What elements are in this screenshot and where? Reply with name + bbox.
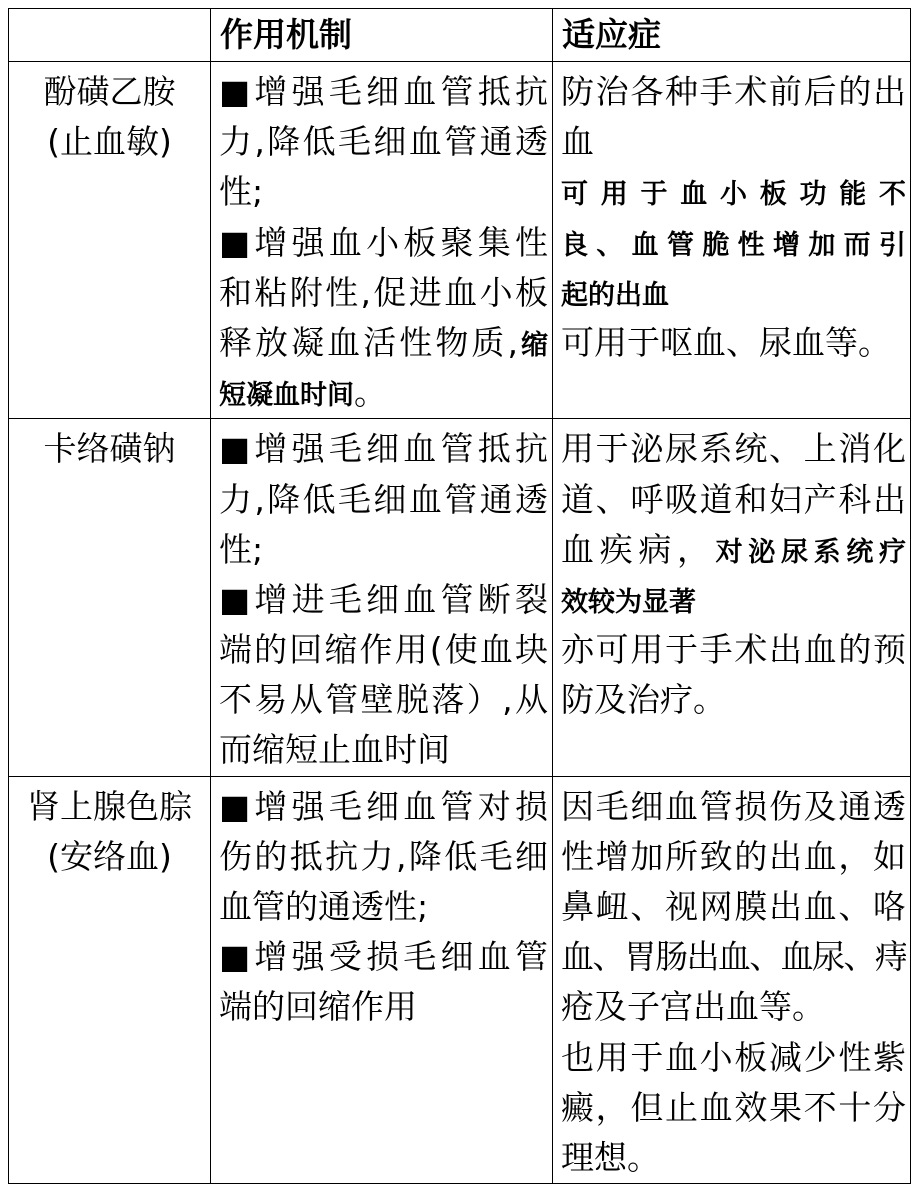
text-segment: 端的回缩作用(使血块	[219, 630, 548, 670]
emphasized-text: 短凝血时间	[219, 380, 354, 412]
paragraph	[561, 318, 906, 368]
text-segment: ■增强血小板聚集性	[219, 222, 548, 262]
text-line	[219, 675, 548, 725]
text-segment: 。	[354, 373, 387, 413]
indication-cell	[553, 62, 911, 419]
paragraph	[561, 1033, 906, 1184]
text-line	[561, 1133, 906, 1183]
paragraph	[561, 167, 906, 318]
text-line	[561, 318, 906, 368]
drug-name-line: 酚磺乙胺	[43, 72, 176, 111]
paragraph	[561, 67, 906, 167]
text-line	[561, 424, 906, 474]
text-segment: 癜，但止血效果不十分	[561, 1087, 906, 1127]
text-segment: 血	[561, 122, 594, 162]
text-segment: 血、胃肠出血、血尿、痔	[561, 937, 906, 977]
text-segment: 不易从管壁脱落）,从	[219, 680, 548, 720]
text-line	[219, 218, 548, 268]
text-segment: ■增强毛细血管抵抗	[219, 429, 548, 469]
text-segment: 因毛细血管损伤及通透	[561, 786, 906, 826]
paragraph	[219, 67, 548, 218]
text-line	[219, 575, 548, 625]
text-line	[561, 1033, 906, 1083]
paragraph	[219, 424, 548, 575]
mechanism-cell	[211, 776, 553, 1184]
text-segment: 性;	[219, 529, 264, 569]
text-segment: 力,降低毛细血管通透	[219, 479, 548, 519]
header-mechanism-label: 作用机制	[220, 15, 352, 54]
paragraph	[561, 625, 906, 725]
text-line	[219, 117, 548, 167]
text-line	[219, 268, 548, 318]
text-line	[219, 932, 548, 982]
drug-name-line: (止血敏)	[47, 122, 172, 162]
text-line	[219, 832, 548, 882]
drug-name-cell	[9, 62, 211, 419]
text-segment: 鼻衄、视网膜出血、咯	[561, 887, 906, 926]
text-line	[219, 525, 548, 575]
drug-row	[9, 419, 911, 776]
text-segment: 道、呼吸道和妇产科出	[561, 479, 906, 519]
text-segment: 亦可用于手术出血的预	[561, 630, 906, 670]
paragraph	[561, 782, 906, 1033]
text-line	[561, 982, 906, 1032]
text-segment: 和粘附性,促进血小板	[219, 272, 548, 312]
text-segment: 端的回缩作用	[219, 987, 417, 1027]
drug-name-line: 肾上腺色腙	[27, 786, 192, 826]
text-line	[561, 832, 906, 882]
text-line	[219, 882, 548, 932]
emphasized-text: 对泌尿系统疗	[715, 536, 906, 568]
text-line	[561, 268, 906, 318]
paragraph	[219, 218, 548, 419]
paragraph	[219, 575, 548, 776]
text-segment: ■增强毛细血管抵抗	[219, 72, 548, 111]
text-line	[561, 782, 906, 832]
text-line	[219, 424, 548, 474]
text-line	[219, 368, 548, 418]
text-line	[561, 882, 906, 932]
header-indication	[553, 9, 911, 62]
text-segment: 力,降低毛细血管通透	[219, 122, 548, 162]
text-line	[219, 167, 548, 217]
text-segment: 伤的抵抗力,降低毛细	[219, 836, 548, 876]
text-segment: 防治各种手术前后的出	[561, 72, 906, 111]
text-segment: 血管的通透性;	[219, 887, 429, 926]
paragraph	[219, 932, 548, 1032]
drug-name-line: (安络血)	[47, 836, 172, 876]
text-line	[561, 1083, 906, 1133]
text-segment: 血疾病，	[561, 529, 716, 569]
text-segment: ■增强受损毛细血管	[219, 937, 548, 977]
header-indication-label: 适应症	[562, 15, 661, 54]
text-segment: 可用于呕血、尿血等。	[561, 322, 891, 362]
text-line	[219, 475, 548, 525]
text-line	[561, 218, 906, 268]
text-line	[219, 318, 548, 368]
text-line	[219, 782, 548, 832]
drug-name-line: 卡络磺钠	[43, 429, 176, 469]
header-mechanism	[211, 9, 553, 62]
emphasized-text: 可用于血小板功能不	[561, 179, 906, 211]
drug-row	[9, 776, 911, 1184]
text-segment: 而缩短止血时间	[219, 730, 450, 770]
text-segment: ■增进毛细血管断裂	[219, 579, 548, 619]
text-line	[561, 117, 906, 167]
text-segment: 防及治疗。	[561, 680, 726, 720]
text-line	[561, 575, 906, 625]
mechanism-cell	[211, 419, 553, 776]
text-line	[561, 932, 906, 982]
text-segment: 性增加所致的出血，如	[561, 836, 906, 876]
text-line	[561, 67, 906, 117]
emphasized-text: 效较为显著	[561, 586, 696, 618]
indication-cell	[553, 419, 911, 776]
text-line	[219, 982, 548, 1032]
text-segment: 理想。	[561, 1137, 660, 1177]
emphasized-text: 起的出血	[561, 279, 669, 311]
text-line	[219, 67, 548, 117]
paragraph	[219, 782, 548, 933]
header-drug-blank	[9, 9, 211, 62]
text-line	[561, 675, 906, 725]
emphasized-text: 缩	[517, 329, 548, 361]
text-segment: 用于泌尿系统、上消化	[561, 429, 906, 469]
text-line	[561, 525, 906, 575]
indication-cell	[553, 776, 911, 1184]
text-segment: 性;	[219, 172, 264, 212]
text-segment: 也用于血小板减少性紫	[561, 1037, 906, 1077]
header-row	[9, 9, 911, 62]
text-line	[561, 625, 906, 675]
drug-name-cell	[9, 776, 211, 1184]
paragraph	[561, 424, 906, 625]
text-line	[219, 725, 548, 775]
text-segment: 释放凝血活性物质,	[219, 322, 518, 362]
text-line	[561, 167, 906, 217]
text-line	[219, 625, 548, 675]
text-segment: 疮及子宫出血等。	[561, 987, 825, 1027]
emphasized-text: 良、血管脆性增加而引	[561, 229, 906, 261]
drug-name-cell	[9, 419, 211, 776]
text-segment: ■增强毛细血管对损	[219, 786, 548, 826]
text-line	[561, 475, 906, 525]
drug-comparison-table	[8, 8, 911, 1184]
drug-row	[9, 62, 911, 419]
mechanism-cell	[211, 62, 553, 419]
